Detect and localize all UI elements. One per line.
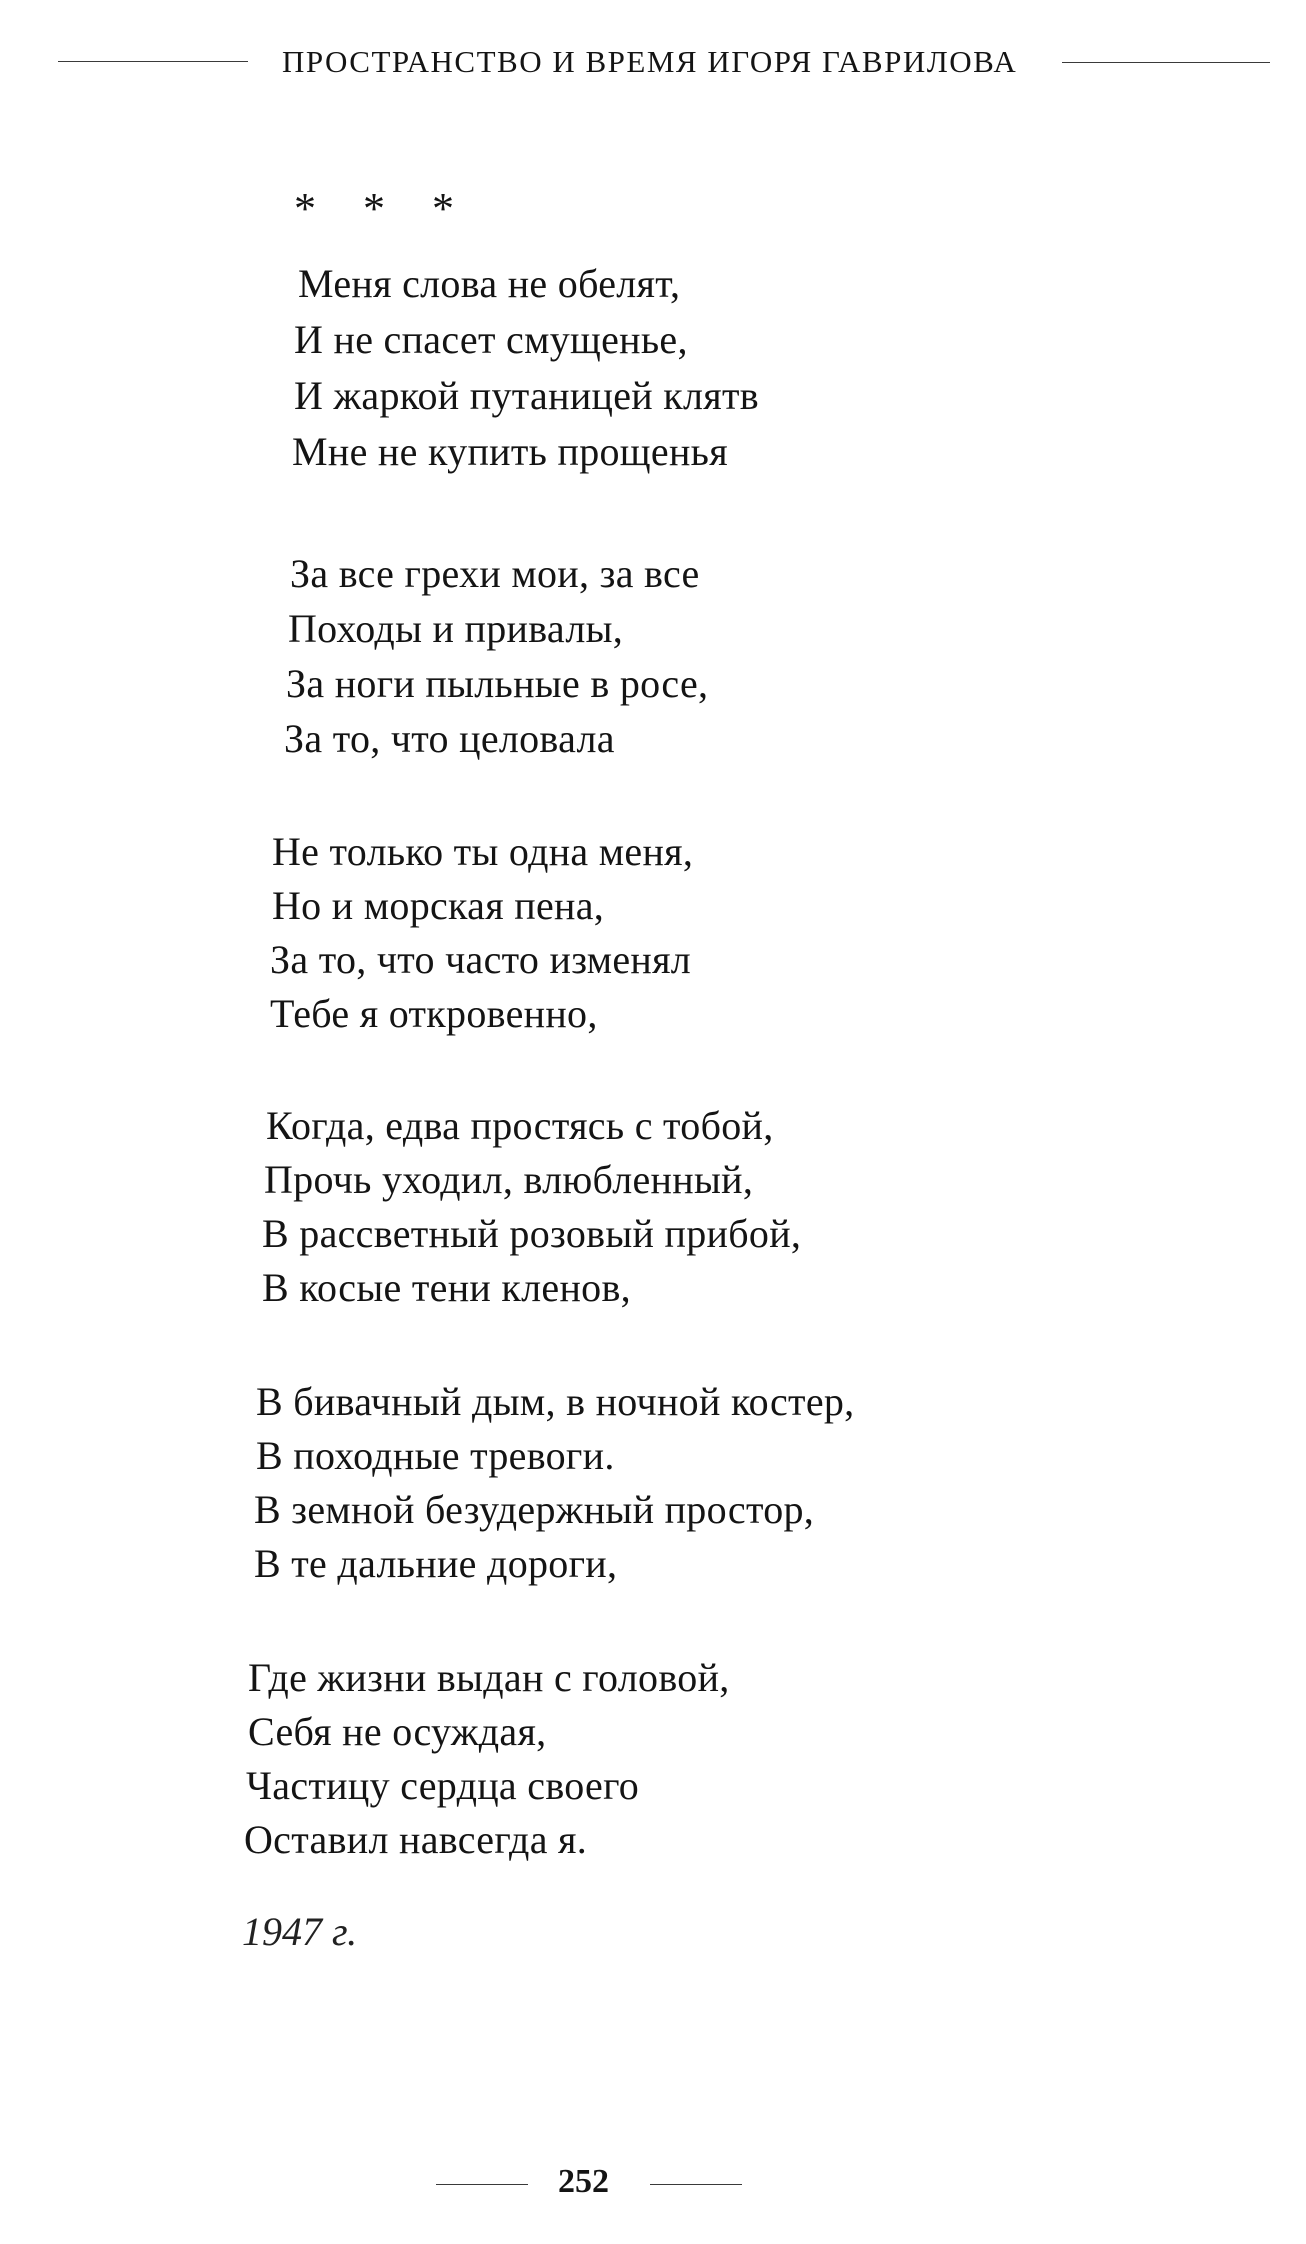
header-rule-right [1062, 62, 1270, 63]
header-rule-left [58, 61, 248, 62]
poem-line: За то, что целовала [284, 716, 615, 761]
poem-line: В рассветный розовый прибой, [262, 1211, 802, 1256]
poem-line: В те дальние дороги, [254, 1541, 618, 1586]
poem-line: Меня слова не обелят, [298, 261, 681, 306]
footer-rule-right [650, 2184, 742, 2185]
poem-line: И не спасет смущенье, [294, 317, 688, 362]
running-header [0, 42, 1306, 82]
running-title: ПРОСТРАНСТВО И ВРЕМЯ ИГОРЯ ГАВРИЛОВА [282, 44, 1018, 79]
poem-line: Где жизни выдан с головой, [248, 1655, 730, 1700]
poem-line: Прочь уходил, влюбленный, [264, 1157, 754, 1202]
poem-line: И жаркой путаницей клятв [294, 373, 759, 418]
page-footer [0, 2160, 1306, 2204]
poem-line: Мне не купить прощенья [292, 429, 728, 474]
poem-line: За ноги пыльные в росе, [286, 661, 709, 706]
poem-line: Но и морская пена, [272, 883, 605, 928]
poem-line: В земной безудержный простор, [254, 1487, 815, 1532]
poem-date: 1947 г. [242, 1909, 358, 1954]
poem-line: За то, что часто изменял [270, 937, 692, 982]
poem-line: Частицу сердца своего [246, 1763, 640, 1808]
stanza-separator: * * * [294, 184, 472, 233]
footer-rule-left [436, 2184, 528, 2185]
poem-line: В походные тревоги. [256, 1433, 615, 1478]
poem-line: Себя не осуждая, [248, 1709, 547, 1754]
poem-line: Тебе я откровенно, [270, 991, 598, 1036]
poem-line: Походы и привалы, [288, 606, 624, 651]
poem-line: В бивачный дым, в ночной костер, [256, 1379, 855, 1424]
poem-line: За все грехи мои, за все [290, 551, 700, 596]
poem-line: Оставил навсегда я. [244, 1817, 588, 1862]
poem-line: Не только ты одна меня, [272, 829, 694, 874]
poem-line: В косые тени кленов, [262, 1265, 631, 1310]
poem-line: Когда, едва простясь с тобой, [266, 1103, 774, 1148]
page-number: 252 [558, 2163, 609, 2200]
